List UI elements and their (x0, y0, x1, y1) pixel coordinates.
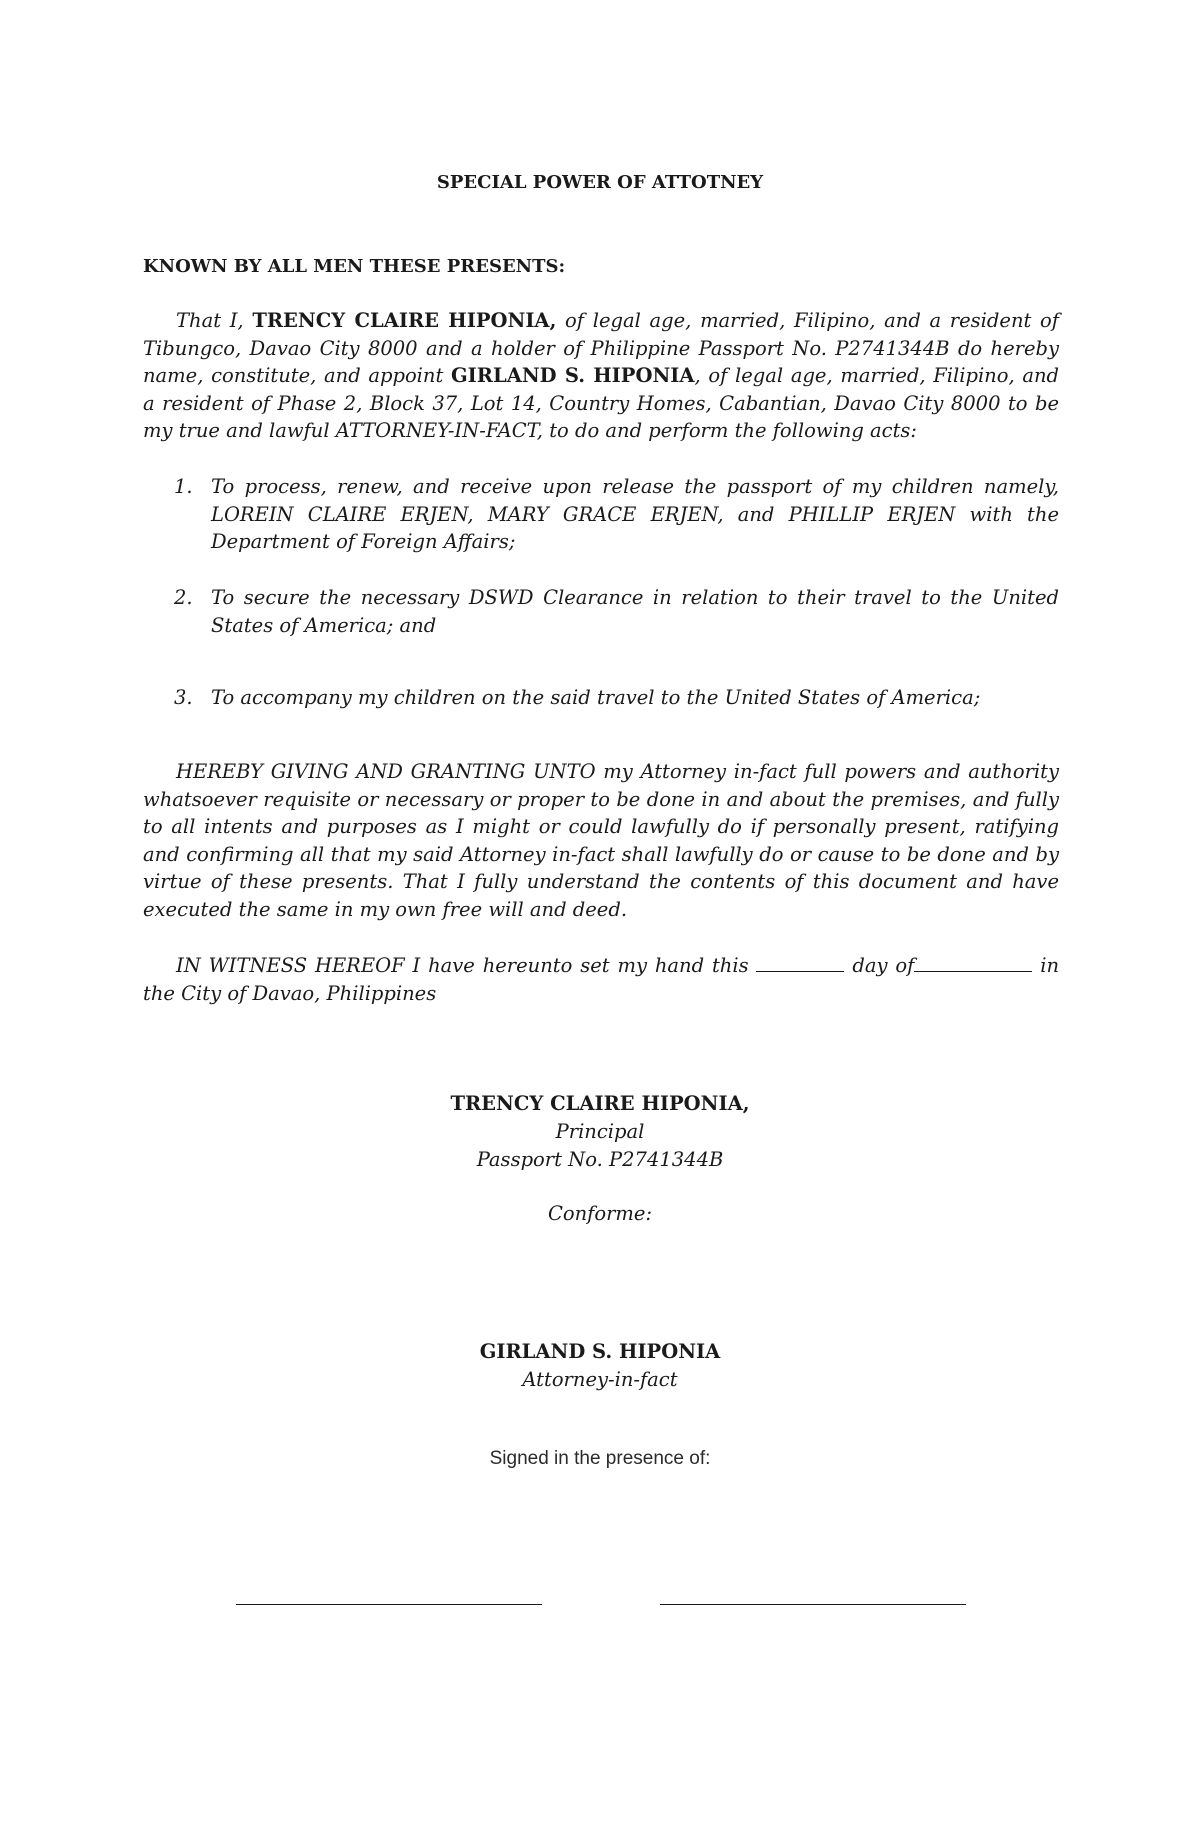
attorney-name-inline: GIRLAND S. HIPONIA (451, 364, 695, 387)
salutation: KNOWN BY ALL MEN THESE PRESENTS: (143, 256, 566, 277)
intro-text-1: That I, (176, 309, 253, 332)
principal-name-inline: TRENCY CLAIRE HIPONIA, (252, 309, 557, 332)
list-item-number: 2. (174, 586, 193, 609)
presence-label: Signed in the presence of: (489, 1448, 711, 1469)
list-item (174, 584, 1059, 639)
list-item-number: 3. (174, 686, 193, 709)
list-item-number: 1. (174, 475, 193, 498)
principal-passport: Passport No. P2741344B (476, 1148, 724, 1171)
witness-signature-line-right (660, 1604, 966, 1605)
list-item-text: To accompany my children on the said travel to the United States of America; (211, 686, 981, 709)
month-blank (914, 953, 1032, 972)
witness-paragraph (143, 952, 1059, 1007)
witness-text-2: day of (844, 954, 915, 977)
list-item (174, 684, 1059, 712)
granting-paragraph (143, 758, 1059, 923)
document-title: SPECIAL POWER OF ATTOTNEY (436, 172, 764, 193)
attorney-role: Attorney-in-fact (522, 1368, 678, 1391)
attorney-signature-block (0, 1338, 1200, 1394)
list-item-text: To process, renew, and receive upon release the passport of my children namely, LOREIN CLAIRE ERJEN, MARY GRACE ERJEN, and PHILLIP ERJEN with the Department of Foreign Affairs; (211, 475, 1059, 553)
attorney-name: GIRLAND S. HIPONIA (479, 1340, 721, 1363)
conforme-label: Conforme: (547, 1202, 653, 1225)
intro-paragraph (143, 307, 1059, 445)
intro-text-2: of legal age, married, Filipino, and a resident of Tibungco, Davao City 8000 and a holder of Philippine Passport No. P2741344B do hereby name, constitute, and appoint (143, 309, 1059, 387)
list-item (174, 473, 1059, 556)
list-item-text: To secure the necessary DSWD Clearance in relation to their travel to the United States of America; and (211, 586, 1059, 637)
intro-text-3: , of legal age, married, Filipino, and a resident of Phase 2, Block 37, Lot 14, Country Homes, Cabantian, Davao City 8000 to be my true and lawful ATTORNEY-IN-FACT, to do and perform the following acts: (143, 364, 1060, 442)
witness-text-1: IN WITNESS HEREOF I have hereunto set my hand this (176, 954, 757, 977)
principal-role: Principal (555, 1120, 645, 1143)
granting-text: HEREBY GIVING AND GRANTING UNTO my Attorney in-fact full powers and authority whatsoever requisite or necessary or proper to be done in and about the premises, and fully to all intents and purposes as I might or could lawfully do if personally present, ratifying and confirming all that my said Attorney in-fact shall lawfully do or cause to be done and by virtue of these presents. That I fully understand the contents of this document and have executed the same in my own free will and deed. (143, 760, 1059, 921)
witness-text-3: in the City of Davao, Philippines (143, 954, 1060, 1005)
witness-signature-line-left (236, 1604, 542, 1605)
day-blank (756, 953, 844, 972)
principal-signature-block (0, 1090, 1200, 1174)
principal-name: TRENCY CLAIRE HIPONIA, (450, 1092, 750, 1115)
